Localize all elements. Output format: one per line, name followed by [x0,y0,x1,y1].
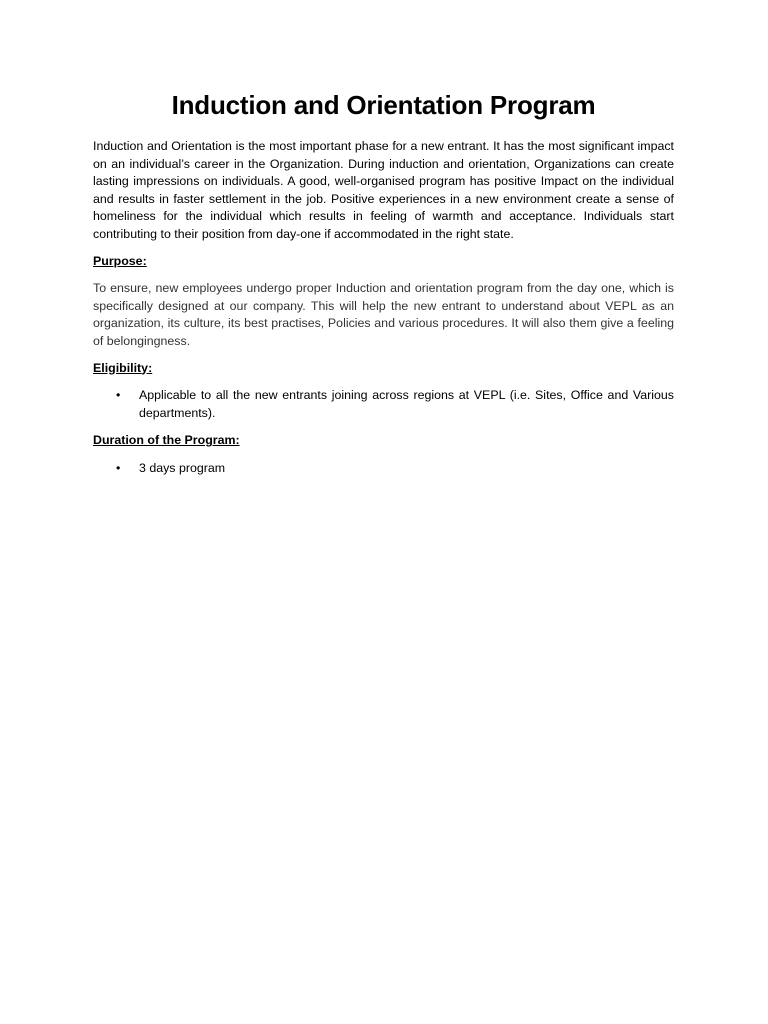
duration-item-text: 3 days program [139,460,226,475]
eligibility-item-text: Applicable to all the new entrants joining across regions at VEPL (i.e. Sites, Office and Various departments). [139,388,674,420]
bullet-icon: • [116,388,121,403]
list-item [93,460,674,478]
document-title: Induction and Orientation Program [171,90,596,120]
purpose-heading: Purpose: [93,253,147,268]
duration-list [93,460,674,478]
eligibility-heading: Eligibility: [93,360,153,375]
eligibility-list [93,387,674,422]
purpose-paragraph: To ensure, new employees undergo proper Induction and orientation program from the day one, which is specifically designed at our company. This will help the new entrant to understand about VEPL as an organization, its culture, its best practises, Policies and various procedures. It will also them give a feeling of belongingness. [93,281,674,348]
bullet-icon: • [116,460,121,475]
document-page [93,86,674,488]
duration-heading: Duration of the Program: [93,433,240,448]
intro-paragraph: Induction and Orientation is the most important phase for a new entrant. It has the most significant impact on an individual’s career in the Organization. During induction and orientation, Organizations can create lasting impressions on individuals. A good, well-organised program has positive Impact on the individual and results in faster settlement in the job. Positive experiences in a new environment create a sense of homeliness for the individual which results in feeling of warmth and acceptance. Individuals start contributing to their position from day-one if accommodated in the right state. [93,139,674,241]
list-item [93,387,674,422]
